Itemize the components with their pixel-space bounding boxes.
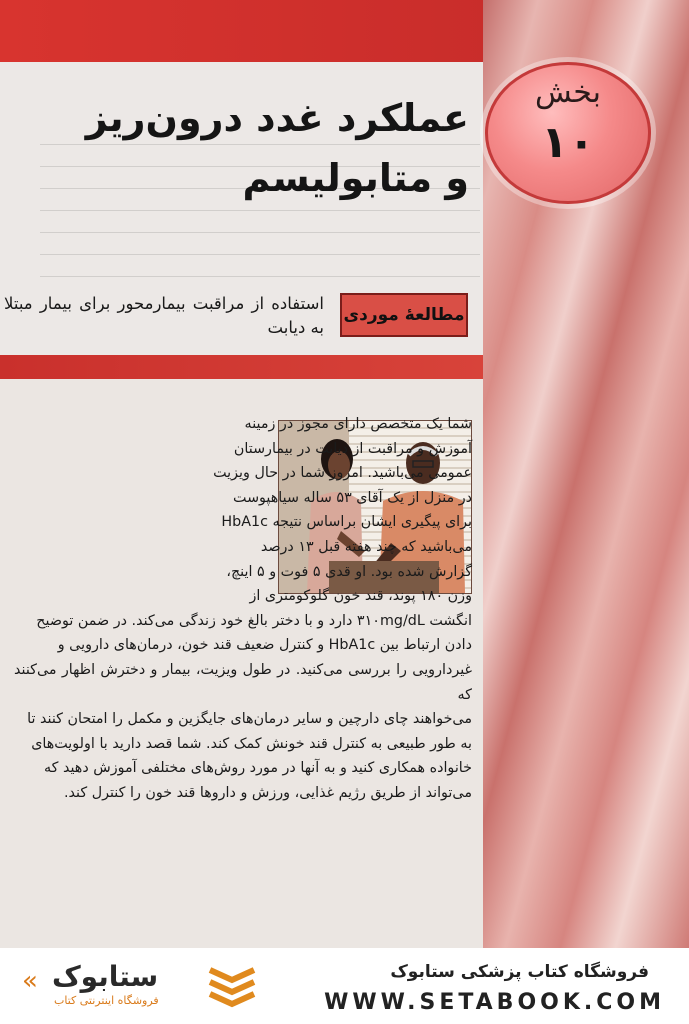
chapter-label: بخش bbox=[535, 75, 601, 110]
body-line: در منزل از یک آقای ۵۳ ساله سیاهپوست bbox=[233, 489, 472, 506]
body-line: عمومی می‌باشید. امروز شما در حال ویزیت bbox=[213, 465, 472, 482]
logo-arrows-icon: « bbox=[22, 966, 38, 996]
store-name: فروشگاه کتاب پزشکی ستابوک bbox=[390, 962, 649, 982]
case-study-label: مطالعهٔ موردی bbox=[340, 293, 468, 337]
body-line: گزارش شده بود. او قدی ۵ فوت و ۵ اینچ، bbox=[226, 563, 472, 580]
logo-tagline: فروشگاه اینترنتی کتاب bbox=[54, 994, 159, 1007]
body-line: خانواده همکاری کنید و به آنها در مورد روش‌های مختلفی آموزش دهید که bbox=[43, 760, 472, 777]
body-line: می‌باشید که چند هفته قبل ۱۳ درصد bbox=[260, 538, 472, 555]
book-stack-icon bbox=[206, 960, 258, 1012]
body-line: دادن ارتباط بین HbA1c و کنترل ضعیف قند خون، درمان‌های دارویی و bbox=[57, 637, 472, 654]
body-line: انگشت ۳۱۰mg/dL دارد و با دختر بالغ خود زندگی می‌کند. در ضمن توضیح bbox=[36, 612, 472, 629]
case-study-title: استفاده از مراقبت بیمارمحور برای بیمار مبتلا به دیابت bbox=[4, 294, 324, 337]
body-line: برای پیگیری ایشان براساس نتیجه HbA1c bbox=[221, 514, 472, 531]
chapter-title-line1: عملکرد غدد درون‌ریز bbox=[85, 96, 469, 140]
body-line: وزن ۱۸۰ پوند، قند خون گلوکومتری از bbox=[249, 588, 472, 605]
body-line: شما یک متخصص دارای مجوز در زمینه bbox=[244, 416, 472, 432]
body-line: می‌خواهند چای دارچین و سایر درمان‌های جایگزین و مکمل را امتحان کنند تا bbox=[27, 711, 472, 728]
chapter-title-line2: و متابولیسم bbox=[242, 156, 469, 200]
chapter-number: ۱۰ bbox=[541, 117, 595, 168]
body-line: غیردارویی را بررسی می‌کنید. در طول ویزیت، بیمار و دخترش اظهار می‌کنند که bbox=[14, 661, 472, 703]
chapter-title bbox=[85, 88, 469, 208]
store-logo[interactable] bbox=[22, 960, 282, 1016]
case-study-body bbox=[14, 412, 472, 806]
section-divider-bar bbox=[0, 355, 483, 379]
body-line: می‌تواند از طریق رژیم غذایی، ورزش و داروها قند خون را کنترل کند. bbox=[64, 784, 472, 801]
body-line: آموزش و مراقبت از دیابت در بیمارستان bbox=[233, 440, 472, 457]
store-url[interactable]: WWW.SETABOOK.COM bbox=[324, 990, 665, 1015]
chapter-badge bbox=[485, 62, 651, 204]
logo-wordmark: ستابوک bbox=[52, 960, 159, 993]
body-line: به طور طبیعی به کنترل قند خونش کمک کند. شما قصد دارید با اولویت‌های bbox=[31, 735, 472, 752]
